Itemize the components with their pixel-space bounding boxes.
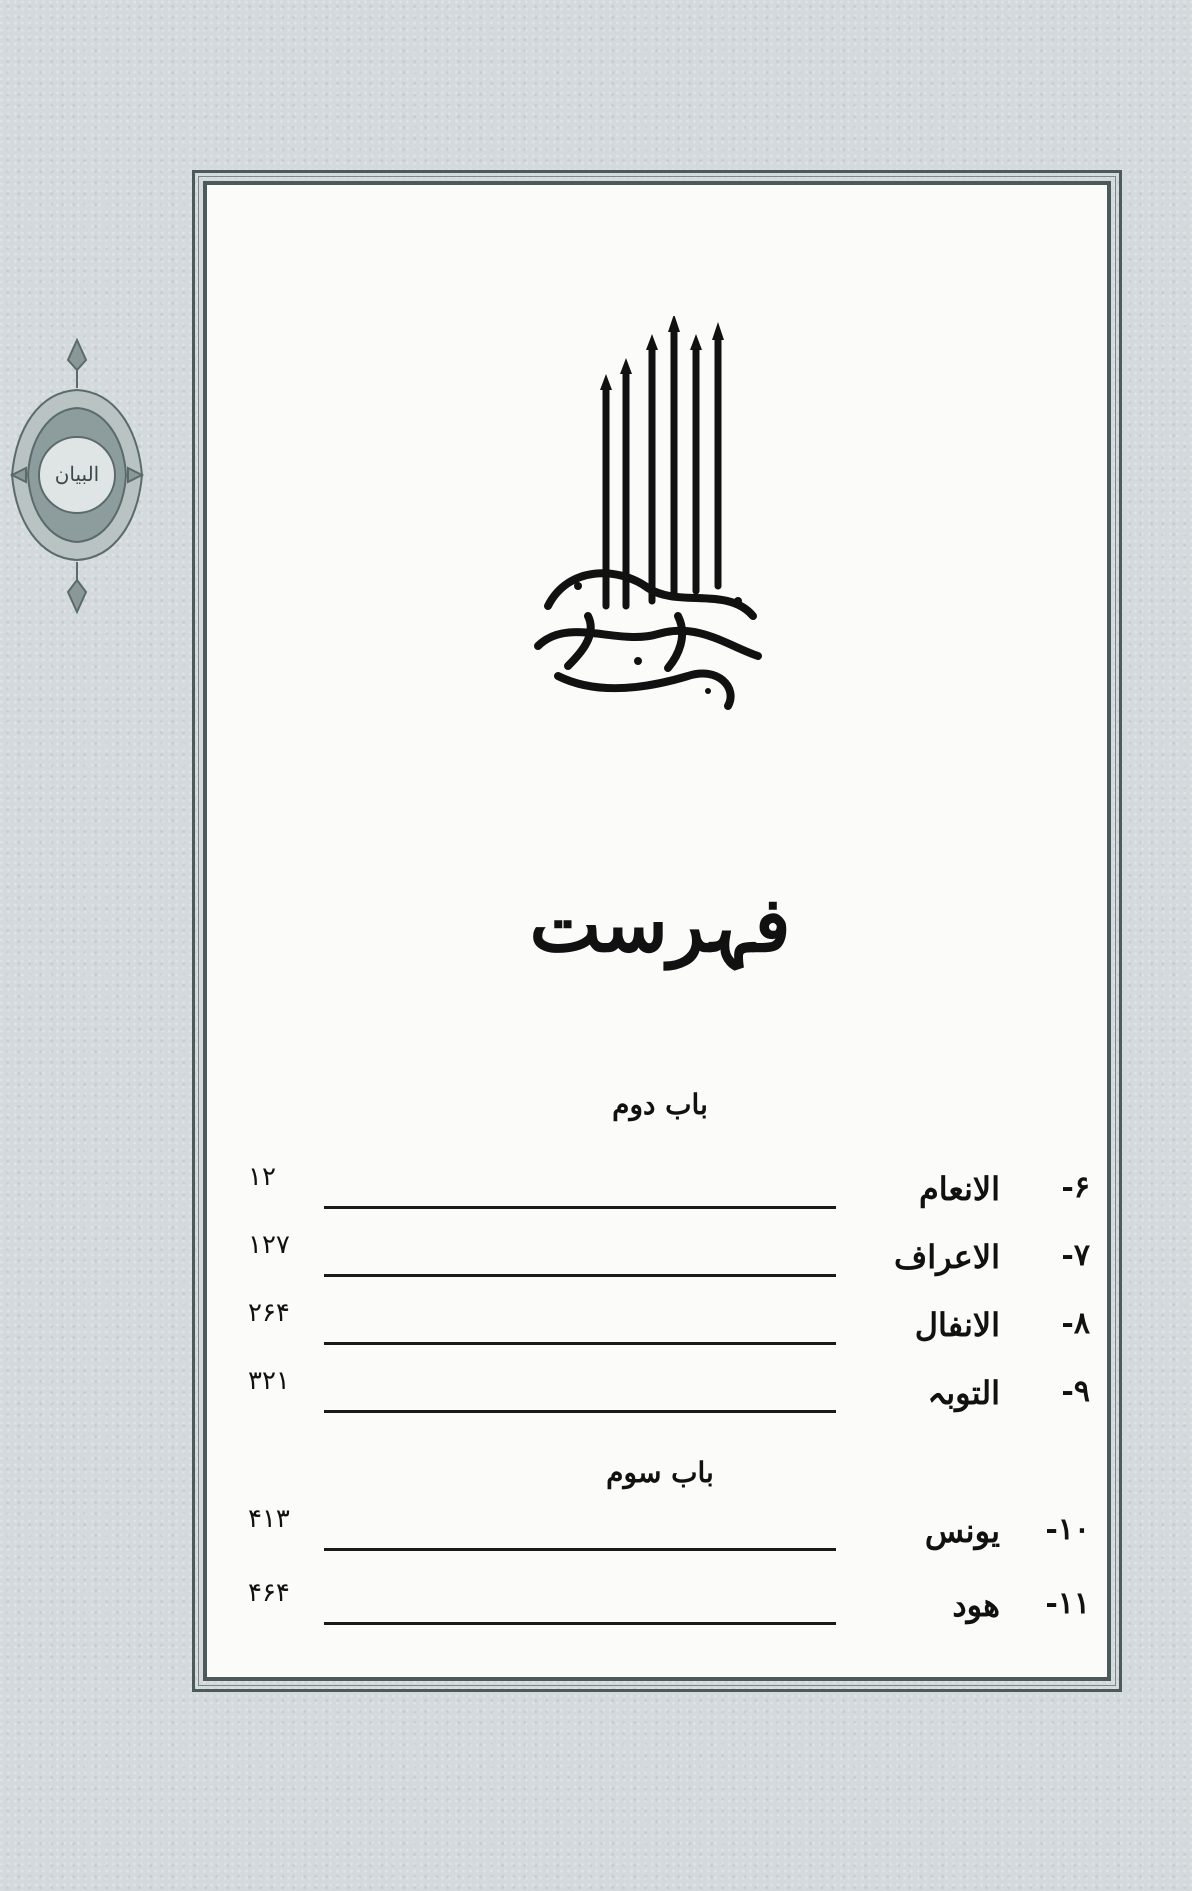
leader-line (324, 1206, 836, 1209)
leader-line (324, 1410, 836, 1413)
entry-number: ۹- (1061, 1374, 1090, 1409)
toc-row (230, 1162, 1090, 1220)
entry-number: ۱۰- (1045, 1512, 1090, 1547)
bismillah-calligraphy-icon (528, 316, 772, 716)
toc-row (230, 1230, 1090, 1288)
entry-number: ۸- (1061, 1306, 1090, 1341)
entry-page: ۲۶۴ (248, 1298, 290, 1328)
medallion-label: البیان (54, 462, 100, 486)
entry-name: التوبہ (927, 1374, 1000, 1412)
entry-page: ۳۲۱ (248, 1366, 290, 1396)
page-title: فہرست (529, 880, 791, 969)
leader-line (324, 1274, 836, 1277)
entry-page: ۱۲ (248, 1162, 276, 1192)
entry-page: ۴۶۴ (248, 1578, 290, 1608)
entry-number: ۱۱- (1045, 1586, 1090, 1621)
toc-row (230, 1298, 1090, 1356)
section-heading-bab-som: باب سوم (606, 1456, 714, 1489)
toc-row (230, 1366, 1090, 1424)
entry-name: الانعام (918, 1170, 1000, 1208)
entry-page: ۱۲۷ (248, 1230, 290, 1260)
entry-page: ۴۱۳ (248, 1504, 290, 1534)
entry-name: یونس (924, 1512, 1000, 1550)
entry-name: ھود (952, 1586, 1000, 1624)
toc-row (230, 1504, 1090, 1562)
toc-row (230, 1578, 1090, 1636)
leader-line (324, 1548, 836, 1551)
leader-line (324, 1342, 836, 1345)
section-heading-bab-dom: باب دوم (612, 1088, 708, 1121)
entry-name: الاعراف (894, 1238, 1000, 1276)
entry-number: ۷- (1061, 1238, 1090, 1273)
leader-line (324, 1622, 836, 1625)
entry-number: ۶- (1061, 1170, 1090, 1205)
entry-name: الانفال (914, 1306, 1000, 1344)
